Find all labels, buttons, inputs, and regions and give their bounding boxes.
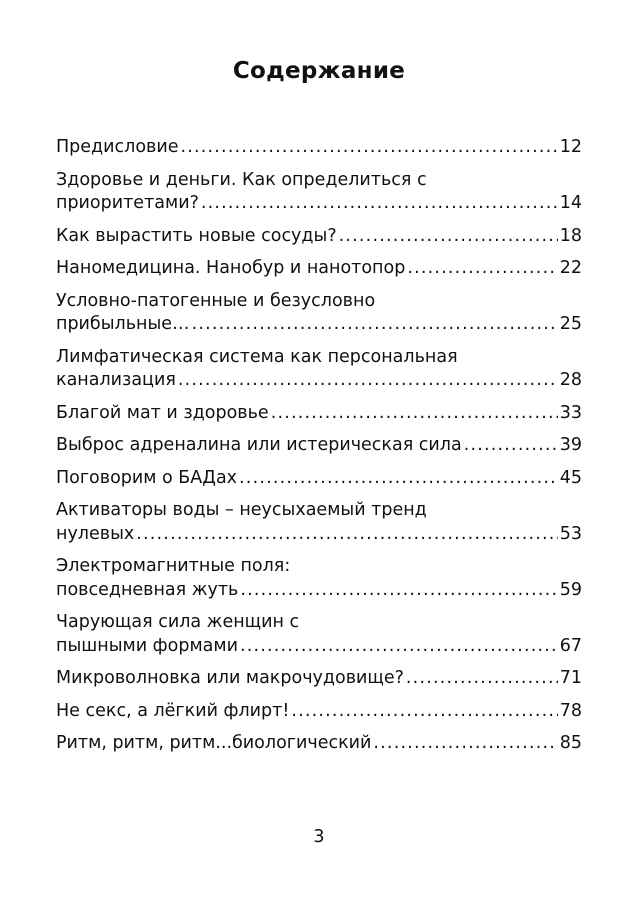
dot-leader	[373, 732, 557, 756]
toc-entry-title: Поговорим о БАДах	[56, 467, 238, 488]
book-page	[56, 0, 582, 904]
toc-entry-title: канализация	[56, 370, 176, 390]
toc-entry-title-line1: Электромагнитные поля:	[56, 556, 291, 576]
toc-entry[interactable]	[56, 290, 582, 337]
toc-entry-title-line1: Активаторы воды – неусыхаемый тренд	[56, 500, 427, 520]
page-title: Содержание	[232, 58, 406, 84]
dot-leader	[180, 136, 557, 160]
toc-entry-page: 67	[559, 635, 582, 656]
toc-entry[interactable]	[56, 346, 582, 393]
dot-leader	[406, 667, 558, 691]
toc-entry[interactable]	[56, 467, 582, 491]
dot-leader	[178, 369, 558, 393]
toc-entry-page: 25	[559, 314, 582, 334]
toc-entry[interactable]	[56, 169, 582, 216]
toc-entry-title-line1: Здоровье и деньги. Как определиться с	[56, 169, 427, 190]
toc-entry-page: 45	[559, 467, 582, 488]
dot-leader	[271, 402, 558, 426]
toc-entry[interactable]	[56, 667, 582, 691]
toc-entry-title: Наномедицина. Нанобур и нанотопор	[56, 258, 406, 278]
toc-entry-title: нулевых	[56, 523, 135, 544]
toc-entry-title: повседневная жуть	[56, 579, 239, 600]
toc-entry-page: 18	[559, 225, 582, 246]
toc-entry-page: 33	[559, 402, 582, 423]
toc-entry-page: 78	[559, 700, 582, 721]
toc-entry-title: прибыльные…	[56, 314, 190, 334]
toc-entry-title: приоритетами?	[56, 193, 199, 213]
toc-entry-title: Предисловие	[56, 137, 179, 157]
dot-leader	[339, 225, 558, 249]
toc-entry-title-line1: Чарующая сила женщин с	[56, 612, 300, 632]
toc-entry[interactable]	[56, 136, 582, 160]
toc-entry[interactable]	[56, 402, 582, 426]
toc-entry-page: 39	[559, 435, 582, 455]
toc-entry-page: 14	[559, 193, 582, 213]
toc-entry-page: 71	[559, 668, 582, 688]
toc-entry[interactable]	[56, 732, 582, 756]
dot-leader	[407, 257, 557, 281]
toc-entry[interactable]	[56, 225, 582, 249]
dot-leader	[201, 192, 558, 216]
dot-leader	[291, 700, 557, 724]
toc-entry-page: 28	[559, 370, 582, 390]
dot-leader	[240, 635, 558, 659]
dot-leader	[136, 523, 557, 547]
toc-entry-title-line1: Лимфатическая система как персональная	[56, 346, 458, 367]
toc-entry-page: 12	[559, 137, 582, 157]
dot-leader	[192, 313, 558, 337]
toc-entry-title: Выброс адреналина или истерическая сила	[56, 435, 462, 455]
toc-entry-title: Благой мат и здоровье	[56, 402, 269, 423]
dot-leader	[464, 434, 558, 458]
toc-entry-title: Микроволновка или макрочудовище?	[56, 668, 404, 688]
toc-entry[interactable]	[56, 434, 582, 458]
toc-entry-title: пышными формами	[56, 635, 238, 656]
toc-entry[interactable]	[56, 700, 582, 724]
toc-entry[interactable]	[56, 611, 582, 658]
toc-entry-page: 53	[559, 523, 582, 544]
toc-entry-page: 22	[559, 258, 582, 278]
table-of-contents	[56, 136, 582, 765]
toc-entry[interactable]	[56, 555, 582, 602]
toc-entry[interactable]	[56, 257, 582, 281]
toc-entry-title: Ритм, ритм, ритм...биологический	[56, 733, 372, 753]
toc-entry-page: 59	[559, 579, 582, 600]
dot-leader	[239, 467, 558, 491]
toc-entry-title-line1: Условно-патогенные и безусловно	[56, 290, 376, 311]
toc-entry-title: Как вырастить новые сосуды?	[56, 225, 337, 246]
toc-entry-title: Не секс, а лёгкий флирт!	[56, 700, 290, 721]
page-number: 3	[313, 827, 325, 847]
dot-leader	[240, 579, 557, 603]
toc-entry[interactable]	[56, 499, 582, 546]
toc-entry-page: 85	[559, 733, 582, 753]
